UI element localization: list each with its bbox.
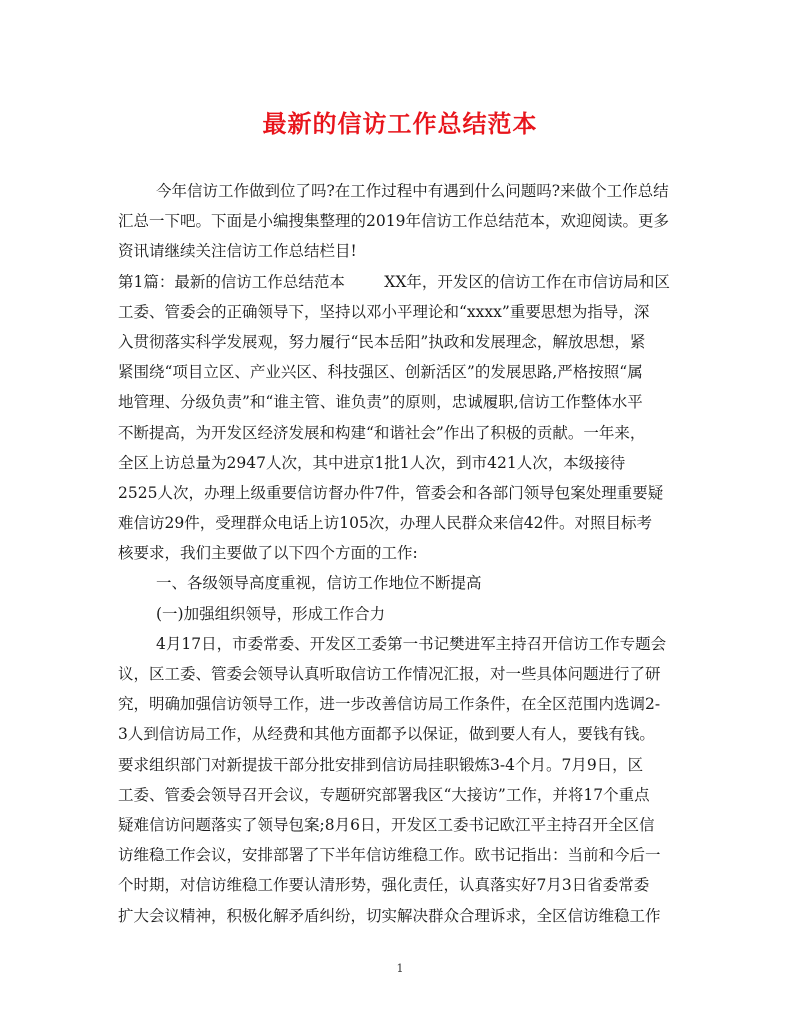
text-line: 入贯彻落实科学发展观，努力履行“民本岳阳”执政和发展理念，解放思想，紧 bbox=[118, 332, 646, 351]
text-line: 疑难信访问题落实了领导包案;8月6日，开发区工委书记欧江平主持召开全区信 bbox=[118, 815, 655, 834]
text-line: 第1篇：最新的信访工作总结范本 XX年，开发区的信访工作在市信访局和区 bbox=[118, 272, 670, 291]
text-line: 紧围绕“项目立区、产业兴区、科技强区、创新活区”的发展思路,严格按照“属 bbox=[118, 363, 643, 382]
text-line: 地管理、分级负责”和“谁主管、谁负责”的原则，忠诚履职,信访工作整体水平 bbox=[118, 393, 643, 412]
text-line: (一)加强组织领导，形成工作合力 bbox=[156, 604, 386, 623]
text-line: 难信访29件，受理群众电话上访105次，办理人民群众来信42件。对照目标考 bbox=[118, 514, 653, 533]
text-line: 今年信访工作做到位了吗?在工作过程中有遇到什么问题吗?来做个工作总结 bbox=[156, 182, 669, 200]
document-title: 最新的信访工作总结范本 bbox=[262, 109, 538, 138]
text-line: 访维稳工作会议，安排部署了下半年信访维稳工作。欧书记指出：当前和今后一 bbox=[118, 846, 661, 865]
text-line: 要求组织部门对新提拔干部分批安排到信访局挂职锻炼3-4个月。7月9日，区 bbox=[118, 755, 644, 774]
text-line: 4月17日，市委常委、开发区工委第一书记樊进军主持召开信访工作专题会 bbox=[156, 634, 667, 653]
text-line: 扩大会议精神，积极化解矛盾纠纷，切实解决群众合理诉求，全区信访维稳工作 bbox=[118, 906, 661, 925]
text-line: 不断提高，为开发区经济发展和构建“和谐社会”作出了积极的贡献。一年来， bbox=[118, 423, 646, 442]
text-line: 资讯请继续关注信访工作总结栏目! bbox=[118, 242, 357, 261]
text-line: 工委、管委会的正确领导下，坚持以邓小平理论和“xxxx”重要思想为指导，深 bbox=[118, 302, 650, 321]
text-line: 究，明确加强信访领导工作，进一步改善信访局工作条件，在全区范围内选调2- bbox=[118, 695, 661, 714]
document-body bbox=[118, 176, 686, 931]
text-line: 3人到信访局工作，从经费和其他方面都予以保证，做到要人有人，要钱有钱。 bbox=[118, 725, 655, 744]
text-line: 个时期，对信访维稳工作要认清形势，强化责任，认真落实好7月3日省委常委 bbox=[118, 876, 650, 895]
text-line: 工委、管委会领导召开会议，专题研究部署我区“大接访”工作，并将17个重点 bbox=[118, 785, 650, 804]
text-line: 议，区工委、管委会领导认真听取信访工作情况汇报，对一些具体问题进行了研 bbox=[118, 665, 661, 683]
text-line: 一、各级领导高度重视，信访工作地位不断提高 bbox=[156, 574, 482, 593]
text-line: 2525人次，办理上级重要信访督办件7件，管委会和各部门领导包案处理重要疑 bbox=[118, 483, 664, 502]
text-line: 核要求，我们主要做了以下四个方面的工作: bbox=[118, 544, 418, 563]
text-line: 全区上访总量为2947人次，其中进京1批1人次，到市421人次，本级接待 bbox=[118, 453, 626, 472]
text-line: 汇总一下吧。下面是小编搜集整理的2019年信访工作总结范本，欢迎阅读。更多 bbox=[118, 212, 669, 231]
page-number: 1 bbox=[396, 962, 404, 975]
